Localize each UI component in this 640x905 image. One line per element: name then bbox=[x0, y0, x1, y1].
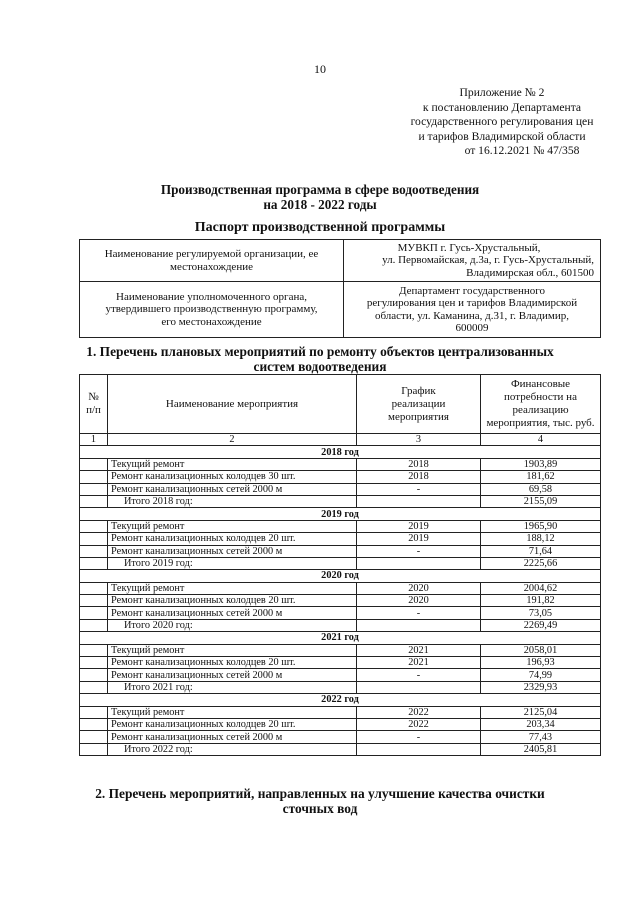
row-num bbox=[80, 545, 108, 557]
item-amount: 2125,04 bbox=[481, 706, 601, 718]
row-num bbox=[80, 520, 108, 532]
column-number: 2 bbox=[108, 434, 357, 446]
row-num bbox=[80, 557, 108, 569]
table-row bbox=[80, 595, 601, 607]
year-title: 2022 год bbox=[80, 694, 601, 706]
passport-value: Департамент государственного регулирования цен и тарифов Владимирской области, ул. Каманина, д.31, г. Владимир, 600009 bbox=[344, 282, 601, 338]
plan-table bbox=[79, 374, 601, 756]
total-schedule bbox=[357, 743, 481, 755]
table-header-row bbox=[80, 375, 601, 434]
total-amount: 2155,09 bbox=[481, 495, 601, 507]
row-num bbox=[80, 607, 108, 619]
total-amount: 2225,66 bbox=[481, 557, 601, 569]
item-schedule: - bbox=[357, 545, 481, 557]
table-row bbox=[80, 731, 601, 743]
row-num bbox=[80, 706, 108, 718]
passport-row bbox=[80, 240, 601, 282]
passport-label: Наименование регулируемой организации, ее местонахождение bbox=[80, 240, 344, 282]
total-amount: 2405,81 bbox=[481, 743, 601, 755]
row-num bbox=[80, 458, 108, 470]
table-row bbox=[80, 533, 601, 545]
column-number: 3 bbox=[357, 434, 481, 446]
item-amount: 71,64 bbox=[481, 545, 601, 557]
year-title: 2021 год bbox=[80, 632, 601, 644]
table-row bbox=[80, 657, 601, 669]
document-title bbox=[0, 182, 640, 212]
year-title: 2020 год bbox=[80, 570, 601, 582]
item-amount: 77,43 bbox=[481, 731, 601, 743]
item-amount: 203,34 bbox=[481, 718, 601, 730]
table-row bbox=[80, 582, 601, 594]
table-row bbox=[80, 706, 601, 718]
total-row bbox=[80, 619, 601, 631]
total-schedule bbox=[357, 681, 481, 693]
total-row bbox=[80, 681, 601, 693]
appendix-line: Приложение № 2 bbox=[459, 86, 545, 99]
header-schedule: График реализации мероприятия bbox=[357, 375, 481, 434]
item-schedule: - bbox=[357, 731, 481, 743]
total-label: Итого 2022 год: bbox=[108, 743, 357, 755]
row-num bbox=[80, 533, 108, 545]
row-num bbox=[80, 731, 108, 743]
table-row bbox=[80, 471, 601, 483]
row-num bbox=[80, 582, 108, 594]
item-name: Ремонт канализационных колодцев 30 шт. bbox=[108, 471, 357, 483]
row-num bbox=[80, 619, 108, 631]
appendix-line: и тарифов Владимирской области bbox=[418, 129, 586, 143]
total-label: Итого 2019 год: bbox=[108, 557, 357, 569]
total-label: Итого 2018 год: bbox=[108, 495, 357, 507]
section1-heading: 1. Перечень плановых мероприятий по ремонту объектов централизованных систем водоотведения bbox=[86, 344, 554, 374]
column-number: 4 bbox=[481, 434, 601, 446]
item-amount: 196,93 bbox=[481, 657, 601, 669]
row-num bbox=[80, 657, 108, 669]
item-schedule: 2018 bbox=[357, 471, 481, 483]
header-finance: Финансовые потребности на реализацию мероприятия, тыс. руб. bbox=[481, 375, 601, 434]
appendix-line: к постановлению Департамента bbox=[422, 100, 582, 114]
plan-table-body bbox=[80, 446, 601, 756]
row-num bbox=[80, 681, 108, 693]
total-schedule bbox=[357, 495, 481, 507]
page-number: 10 bbox=[314, 62, 326, 76]
item-name: Ремонт канализационных колодцев 20 шт. bbox=[108, 657, 357, 669]
table-row bbox=[80, 669, 601, 681]
item-name: Ремонт канализационных колодцев 20 шт. bbox=[108, 595, 357, 607]
row-num bbox=[80, 644, 108, 656]
item-name: Текущий ремонт bbox=[108, 458, 357, 470]
item-amount: 181,62 bbox=[481, 471, 601, 483]
passport-heading: Паспорт производственной программы bbox=[194, 220, 446, 235]
header-num: № п/п bbox=[80, 375, 108, 434]
row-num bbox=[80, 495, 108, 507]
item-amount: 1965,90 bbox=[481, 520, 601, 532]
title-line: Производственная программа в сфере водоотведения bbox=[160, 182, 480, 197]
item-name: Ремонт канализационных сетей 2000 м bbox=[108, 731, 357, 743]
item-schedule: 2022 bbox=[357, 706, 481, 718]
item-amount: 73,05 bbox=[481, 607, 601, 619]
item-amount: 188,12 bbox=[481, 533, 601, 545]
item-schedule: 2022 bbox=[357, 718, 481, 730]
row-num bbox=[80, 595, 108, 607]
item-name: Ремонт канализационных колодцев 20 шт. bbox=[108, 718, 357, 730]
item-name: Ремонт канализационных сетей 2000 м bbox=[108, 483, 357, 495]
table-row bbox=[80, 607, 601, 619]
appendix-line: от 16.12.2021 № 47/358 bbox=[464, 144, 580, 157]
year-header-row bbox=[80, 694, 601, 706]
total-amount: 2269,49 bbox=[481, 619, 601, 631]
item-amount: 2004,62 bbox=[481, 582, 601, 594]
total-label: Итого 2021 год: bbox=[108, 681, 357, 693]
item-name: Текущий ремонт bbox=[108, 706, 357, 718]
year-header-row bbox=[80, 632, 601, 644]
section2-heading: 2. Перечень мероприятий, направленных на улучшение качества очистки сточных вод bbox=[95, 786, 545, 816]
item-schedule: - bbox=[357, 483, 481, 495]
item-schedule: 2018 bbox=[357, 458, 481, 470]
item-schedule: 2019 bbox=[357, 520, 481, 532]
total-row bbox=[80, 743, 601, 755]
item-schedule: 2020 bbox=[357, 582, 481, 594]
total-schedule bbox=[357, 619, 481, 631]
item-name: Ремонт канализационных сетей 2000 м bbox=[108, 669, 357, 681]
column-number: 1 bbox=[80, 434, 108, 446]
item-amount: 191,82 bbox=[481, 595, 601, 607]
year-title: 2019 год bbox=[80, 508, 601, 520]
item-schedule: 2021 bbox=[357, 644, 481, 656]
passport-label: Наименование уполномоченного органа, утвердившего производственную программу, его местонахождение bbox=[80, 282, 344, 338]
item-name: Ремонт канализационных колодцев 20 шт. bbox=[108, 533, 357, 545]
total-schedule bbox=[357, 557, 481, 569]
table-row bbox=[80, 458, 601, 470]
row-num bbox=[80, 743, 108, 755]
item-name: Ремонт канализационных сетей 2000 м bbox=[108, 545, 357, 557]
header-name: Наименование мероприятия bbox=[108, 375, 357, 434]
item-schedule: 2019 bbox=[357, 533, 481, 545]
appendix-line: государственного регулирования цен bbox=[410, 115, 594, 128]
table-row bbox=[80, 520, 601, 532]
item-schedule: - bbox=[357, 607, 481, 619]
total-row bbox=[80, 495, 601, 507]
item-schedule: - bbox=[357, 669, 481, 681]
item-schedule: 2020 bbox=[357, 595, 481, 607]
item-amount: 69,58 bbox=[481, 483, 601, 495]
column-number-row bbox=[80, 434, 601, 446]
item-name: Текущий ремонт bbox=[108, 644, 357, 656]
table-row bbox=[80, 644, 601, 656]
table-row bbox=[80, 483, 601, 495]
item-amount: 2058,01 bbox=[481, 644, 601, 656]
item-name: Ремонт канализационных сетей 2000 м bbox=[108, 607, 357, 619]
item-name: Текущий ремонт bbox=[108, 520, 357, 532]
year-header-row bbox=[80, 570, 601, 582]
item-schedule: 2021 bbox=[357, 657, 481, 669]
item-amount: 1903,89 bbox=[481, 458, 601, 470]
item-amount: 74,99 bbox=[481, 669, 601, 681]
item-name: Текущий ремонт bbox=[108, 582, 357, 594]
total-row bbox=[80, 557, 601, 569]
passport-value: МУВКП г. Гусь-Хрустальный, ул. Первомайская, д.3а, г. Гусь-Хрустальный, Владимирская обл., 601500 bbox=[344, 240, 601, 282]
row-num bbox=[80, 669, 108, 681]
row-num bbox=[80, 471, 108, 483]
row-num bbox=[80, 718, 108, 730]
table-row bbox=[80, 718, 601, 730]
appendix-block bbox=[392, 86, 612, 159]
year-header-row bbox=[80, 508, 601, 520]
year-header-row bbox=[80, 446, 601, 458]
total-amount: 2329,93 bbox=[481, 681, 601, 693]
passport-row bbox=[80, 282, 601, 338]
table-row bbox=[80, 545, 601, 557]
total-label: Итого 2020 год: bbox=[108, 619, 357, 631]
passport-table bbox=[79, 239, 601, 338]
title-line: на 2018 - 2022 годы bbox=[263, 197, 377, 212]
row-num bbox=[80, 483, 108, 495]
year-title: 2018 год bbox=[80, 446, 601, 458]
